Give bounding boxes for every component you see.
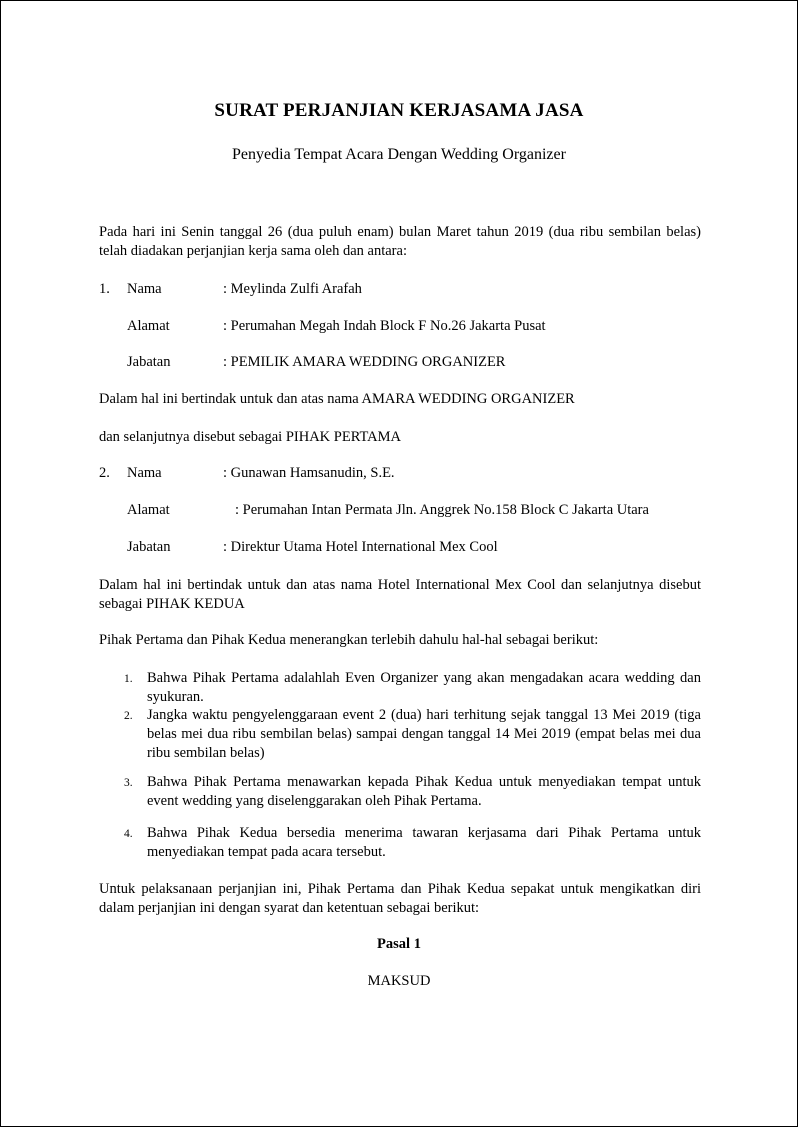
party2-position-value: : Direktur Utama Hotel International Mex Cool [223, 539, 498, 555]
list-item-number: 1. [124, 673, 133, 685]
intro-paragraph: Pada hari ini Senin tanggal 26 (dua puluh enam) bulan Maret tahun 2019 (dua ribu sembilan belas) telah diadakan perjanjian kerja sama oleh dan antara: [99, 224, 701, 259]
list-item-text: Bahwa Pihak Kedua bersedia menerima tawaran kerjasama dari Pihak Pertama untuk menyediakan tempat pada acara tersebut. [147, 825, 701, 860]
party1-address-label: Alamat [127, 318, 170, 334]
party2-number: 2. [99, 465, 110, 481]
party1-position-label: Jabatan [127, 354, 171, 370]
party2-name-value: : Gunawan Hamsanudin, S.E. [223, 465, 395, 481]
party2-position-label: Jabatan [127, 539, 171, 555]
list-item-number: 2. [124, 710, 133, 722]
party1-designation: dan selanjutnya disebut sebagai PIHAK PERTAMA [99, 429, 402, 445]
party1-address-value: : Perumahan Megah Indah Block F No.26 Jakarta Pusat [223, 318, 546, 334]
party1-name-label: Nama [127, 281, 162, 297]
list-item-number: 4. [124, 828, 133, 840]
document-title: SURAT PERJANJIAN KERJASAMA JASA [214, 100, 584, 121]
party1-number: 1. [99, 281, 110, 297]
list-item-text: Jangka waktu pengyelenggaraan event 2 (dua) hari terhitung sejak tanggal 13 Mei 2019 (tiga belas mei dua ribu sembilan belas) sampai dengan tanggal 14 Mei 2019 (empat belas mei dua ribu sembilan belas) [147, 707, 701, 761]
party1-acting: Dalam hal ini bertindak untuk dan atas nama AMARA WEDDING ORGANIZER [99, 391, 575, 407]
article-heading: Pasal 1 [377, 936, 421, 952]
party2-address-value: : Perumahan Intan Permata Jln. Anggrek No.158 Block C Jakarta Utara [235, 502, 649, 518]
list-item-text: Bahwa Pihak Pertama menawarkan kepada Pihak Kedua untuk menyediakan tempat untuk event wedding yang diselenggarakan oleh Pihak Pertama. [147, 774, 701, 809]
party1-name-value: : Meylinda Zulfi Arafah [223, 281, 362, 297]
article-title: MAKSUD [367, 973, 431, 989]
party2-address-label: Alamat [127, 502, 170, 518]
agreement-paragraph: Untuk pelaksanaan perjanjian ini, Pihak Pertama dan Pihak Kedua sepakat untuk mengikatkan diri dalam perjanjian ini dengan syarat dan ketentuan sebagai berikut: [99, 881, 701, 916]
party2-acting: Dalam hal ini bertindak untuk dan atas nama Hotel International Mex Cool dan selanjutnya disebut sebagai PIHAK KEDUA [99, 577, 701, 612]
list-item-number: 3. [124, 777, 133, 789]
party1-position-value: : PEMILIK AMARA WEDDING ORGANIZER [223, 354, 506, 370]
list-item-text: Bahwa Pihak Pertama adalahlah Even Organizer yang akan mengadakan acara wedding dan syukuran. [147, 670, 701, 705]
party2-name-label: Nama [127, 465, 162, 481]
recital-intro: Pihak Pertama dan Pihak Kedua menerangkan terlebih dahulu hal-hal sebagai berikut: [99, 632, 599, 648]
document-subtitle: Penyedia Tempat Acara Dengan Wedding Organizer [232, 146, 566, 163]
